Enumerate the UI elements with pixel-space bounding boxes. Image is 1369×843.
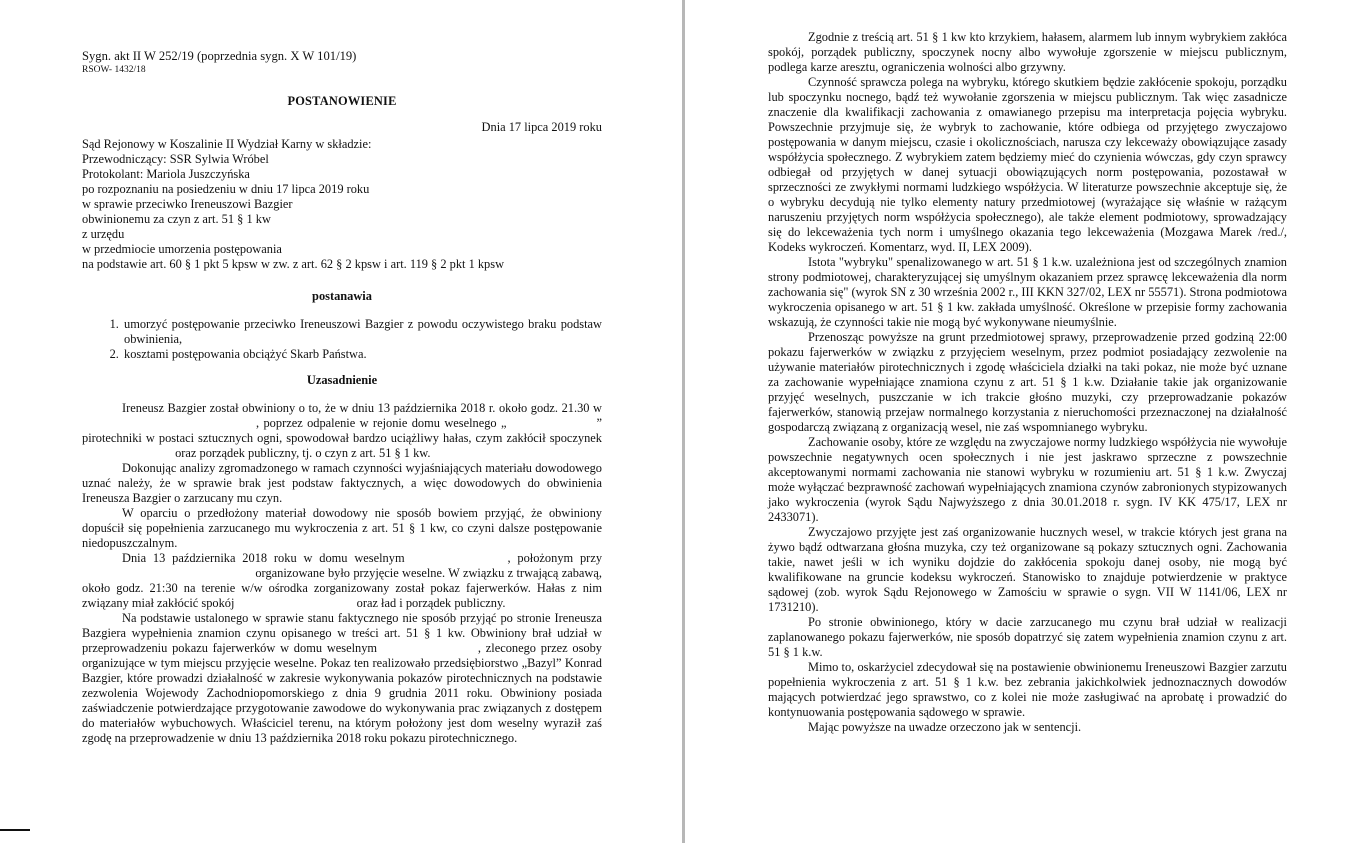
document-date: Dnia 17 lipca 2019 roku — [481, 120, 602, 134]
justification-paragraph — [82, 551, 602, 611]
header-line: w sprawie przeciwko Ireneuszowi Bazgier — [82, 197, 293, 211]
header-line: w przedmiocie umorzenia postępowania — [82, 242, 282, 256]
header-line: obwinionemu za czyn z art. 51 § 1 kw — [82, 212, 271, 226]
header-line: na podstawie art. 60 § 1 pkt 5 kpsw w zw. z art. 62 § 2 kpsw i art. 119 § 2 pkt 1 kpsw — [82, 257, 505, 271]
paragraph-text: oraz ład i porządek publiczny. — [356, 596, 506, 610]
paragraph-text: Na podstawie ustalonego w sprawie stanu faktycznego nie sposób przyjąć po stronie Ireneusza Bazgiera wypełnienia znamion czynu opisanego w treści art. 51 § 1 kw. Obwiniony brał udział w przeprowadzeniu pokazu fajerwerków w domu weselnym — [82, 611, 602, 655]
justification-paragraph: Mimo to, oskarżyciel zdecydował się na postawienie obwinionemu Ireneuszowi Bazgier zarzutu popełnienia wykroczenia z art. 51 § 1 k.w. bez zebrania jakichkolwiek jednoznacznych dowodów mających potwierdzać jego sprawstwo, co z kolei nie może zasługiwać na aprobatę i prowadzić do kontynuowania postępowania sądowego w sprawie. — [768, 660, 1287, 719]
paragraph-text: organizowane było przyjęcie weselne. W związku z trwającą zabawą, około godz. 21:30 na terenie w/w ośrodka zorganizowany został pokaz fajerwerków. Hałas z nim związany miał zakłócić spokój — [82, 566, 602, 610]
document-page-left — [0, 0, 682, 843]
rsow-number: RSOW- 1432/18 — [82, 65, 146, 75]
header-line: Przewodniczący: SSR Sylwia Wróbel — [82, 152, 269, 166]
paragraph-text: , położonym przy — [507, 551, 603, 565]
justification-paragraph: Dokonując analizy zgromadzonego w ramach czynności wyjaśniających materiału dowodowego uznać należy, że w sprawie brak jest podstaw faktycznych, a więc dowodowych do obwinienia Ireneusza Bazgier o zarzucany mu czyn. — [82, 461, 602, 505]
justification-paragraph — [82, 401, 602, 461]
header-line: z urzędu — [82, 227, 125, 241]
justification-paragraph: Po stronie obwinionego, który w dacie zarzucanego mu czynu brał udział w realizacji zaplanowanego pokazu fajerwerków, nie sposób dopatrzyć się zatem wypełnienia znamion czynu z art. 51 § 1 k.w. — [768, 615, 1287, 659]
justification-paragraph: Czynność sprawcza polega na wybryku, którego skutkiem będzie zakłócenie spokoju, porządku lub spoczynku nocnego, bądź też wywołanie zgorszenia w miejscu publicznym. Tak więc zasadnicze znaczenie dla kwalifikacji zachowania z omawianego przepisu ma interpretacja pojęcia wybryku. Powszechnie przyjmuje się, że wybryk to zachowanie, które odbiega od przyjętego zwyczajowo postępowania w danym miejscu, czasie i okolicznościach, narusza czy lekceważy obowiązujące zasady współżycia społecznego. Z wybrykiem zatem będziemy mieć do czynienia wówczas, gdy czyn sprawcy odbiegał od przyjętych w danej sytuacji obowiązujących norm postępowania, pozostawał w sprzeczności ze zwykłymi normami ludzkiego współżycia. W literaturze powszechnie akceptuje się, że o wybryku decydują nie tylko elementy natury przedmiotowej (wyrażające się właśnie w rażącym naruszeniu przyjętych norm współżycia społecznego), ale także element podmiotowy, sprowadzający się do lekceważenia tych norm i umyślnego okazania tego lekceważenia (Mozgawa Marek /red./, Kodeks wykroczeń. Komentarz, wyd. II, LEX 2009). — [768, 75, 1287, 254]
decision-item: 2. kosztami postępowania obciążyć Skarb Państwa. — [122, 347, 602, 362]
paragraph-text: Dnia 13 października 2018 roku w domu weselnym — [122, 551, 405, 565]
closing-sentence: Mając powyższe na uwadze orzeczono jak w sentencji. — [808, 720, 1082, 734]
postanawia-heading: postanawia — [312, 289, 372, 303]
justification-paragraph: W oparciu o przedłożony materiał dowodowy nie sposób bowiem przyjąć, że obwiniony dopuścił się popełnienia zarzucanego mu wykroczenia z art. 51 § 1 kw, co czyni dalsze postępowanie niedopuszczalnym. — [82, 506, 602, 550]
justification-paragraph: Istota "wybryku" spenalizowanego w art. 51 § 1 k.w. uzależniona jest od szczególnych znamion strony podmiotowej, charakteryzującej się umyślnym okazaniem przez sprawcę lekceważenia dla norm zachowania się" (wyrok SN z 30 września 2002 r., III KKN 327/02, LEX nr 55571). Strona podmiotowa wykroczenia opisanego w art. 51 § 1 kw. zakłada umyślność. Określone w przepisie formy zachowania wskazują, że czynności takie nie mogą być wykonywane nieumyślnie. — [768, 255, 1287, 329]
justification-paragraph: Zgodnie z treścią art. 51 § 1 kw kto krzykiem, hałasem, alarmem lub innym wybrykiem zakłóca spokój, porządek publiczny, spoczynek nocny albo wywołuje zgorszenie w miejscu publicznym, podlega karze aresztu, ograniczenia wolności albo grzywny. — [768, 30, 1287, 74]
paragraph-text: , poprzez odpalenie w rejonie domu weselnego „ — [256, 416, 507, 430]
document-page-right — [686, 0, 1369, 843]
document-title: POSTANOWIENIE — [287, 94, 397, 108]
paragraph-text: , zleconego przez osoby organizujące w tym miejscu przyjęcie weselne. Pokaz ten realizowało przedsiębiorstwo „Bazyl” Konrad Bazgier, które prowadzi działalność w zakresie wykonywania pokazów pirotechnicznych na podstawie zezwolenia Wojewody Zachodniopomorskiego z dnia 9 grudnia 2011 roku. Obwiniony posiada zaświadczenie potwierdzające przygotowanie zawodowe do wykonywania prac związanych z dostępem do materiałów wybuchowych. Właściciel terenu, na którym położony jest dom weselny wyraził zaś zgodę na przeprowadzenie w dniu 13 października 2018 roku pokazu pirotechnicznego. — [82, 641, 602, 745]
justification-paragraph — [82, 611, 602, 746]
redacted-venue-name — [411, 552, 507, 563]
redacted-person-name — [238, 597, 354, 608]
paragraph-text: oraz porządek publiczny, tj. o czyn z art. 51 § 1 kw. — [175, 446, 431, 460]
paragraph-text: ” pirotechniki w postaci sztucznych ogni, spowodował bardzo uciążliwy hałas, czym zakłócił spoczynek — [82, 416, 602, 445]
right-page-column — [768, 30, 1287, 735]
redacted-venue-name — [382, 642, 478, 653]
header-line: Protokolant: Mariola Juszczyńska — [82, 167, 250, 181]
justification-paragraph: Przenosząc powyższe na grunt przedmiotowej sprawy, przeprowadzenie przed godziną 22:00 pokazu fajerwerków w związku z przyjęciem weselnym, przez podmiot posiadający zezwolenie na używanie materiałów pirotechnicznych i zgodę właściciela działki na taki pokaz, nie może być uznane za zachowanie wypełniające znamiona czynu z art. 51 § 1 k.w. Działanie takie jak organizowanie przyjęć weselnych, puszczanie w ich trakcie głośno muzyki, czy przeprowadzanie pokazów fajerwerków, stanowią przejaw normalnego korzystania z nieruchomości przeznaczonej na działalność gospodarczą związaną z organizacją wesel, nie zaś wspomnianego wybryku. — [768, 330, 1287, 434]
case-signature: Sygn. akt II W 252/19 (poprzednia sygn. X W 101/19) — [82, 49, 357, 63]
justification-paragraph: Zachowanie osoby, które ze względu na zwyczajowe normy ludzkiego współżycia nie wywołuje powszechnie negatywnych ocen społecznych i nie jest jaskrawo sprzeczne z powszechnie akceptowanymi normami zachowania nie stanowi wybryku w rozumieniu art. 51 § 1 k.w. Zwyczaj może wyłączać bezprawność zachowań wypełniających znamiona czynów zabronionych stypizowanych jako wykroczenia (wyrok Sądu Najwyższego z dnia 30.01.2018 r. sygn. IV KK 475/17, LEX nr 2433071). — [768, 435, 1287, 524]
paragraph-text: Ireneusz Bazgier został obwiniony o to, że w dniu 13 października 2018 r. około godz. 21.30 w — [122, 401, 602, 415]
page-divider — [682, 0, 685, 843]
redacted-venue-name — [507, 417, 597, 428]
header-line: Sąd Rejonowy w Koszalinie II Wydział Karny w składzie: — [82, 137, 372, 151]
redacted-location — [82, 417, 256, 428]
redacted-address — [82, 567, 252, 578]
decision-list — [82, 317, 602, 362]
justification-paragraph: Zwyczajowo przyjęte jest zaś organizowanie hucznych wesel, w trakcie których jest grana na żywo bądź odtwarzana głośna muzyka, czy też organizowane są pokazy sztucznych ogni. Zachowania takie, nawet jeśli w ich wyniku dojdzie do zakłócenia spokoju danej osoby, nie mogą być kwalifikowane na gruncie kodeksu wykroczeń. Stanowisko to znajduje potwierdzenie w praktyce sądowej (zob. wyrok Sądu Rejonowego w Zamościu w sprawie o sygn. VII W 1141/06, LEX nr 1731210). — [768, 525, 1287, 614]
left-page-column — [82, 49, 602, 746]
court-header — [82, 137, 602, 272]
uzasadnienie-heading: Uzasadnienie — [306, 373, 378, 387]
page-corner-mark — [0, 829, 30, 831]
redacted-person-name — [82, 447, 172, 458]
decision-item: 1. umorzyć postępowanie przeciwko Ireneuszowi Bazgier z powodu oczywistego braku podstaw obwinienia, — [122, 317, 602, 347]
header-line: po rozpoznaniu na posiedzeniu w dniu 17 lipca 2019 roku — [82, 182, 370, 196]
